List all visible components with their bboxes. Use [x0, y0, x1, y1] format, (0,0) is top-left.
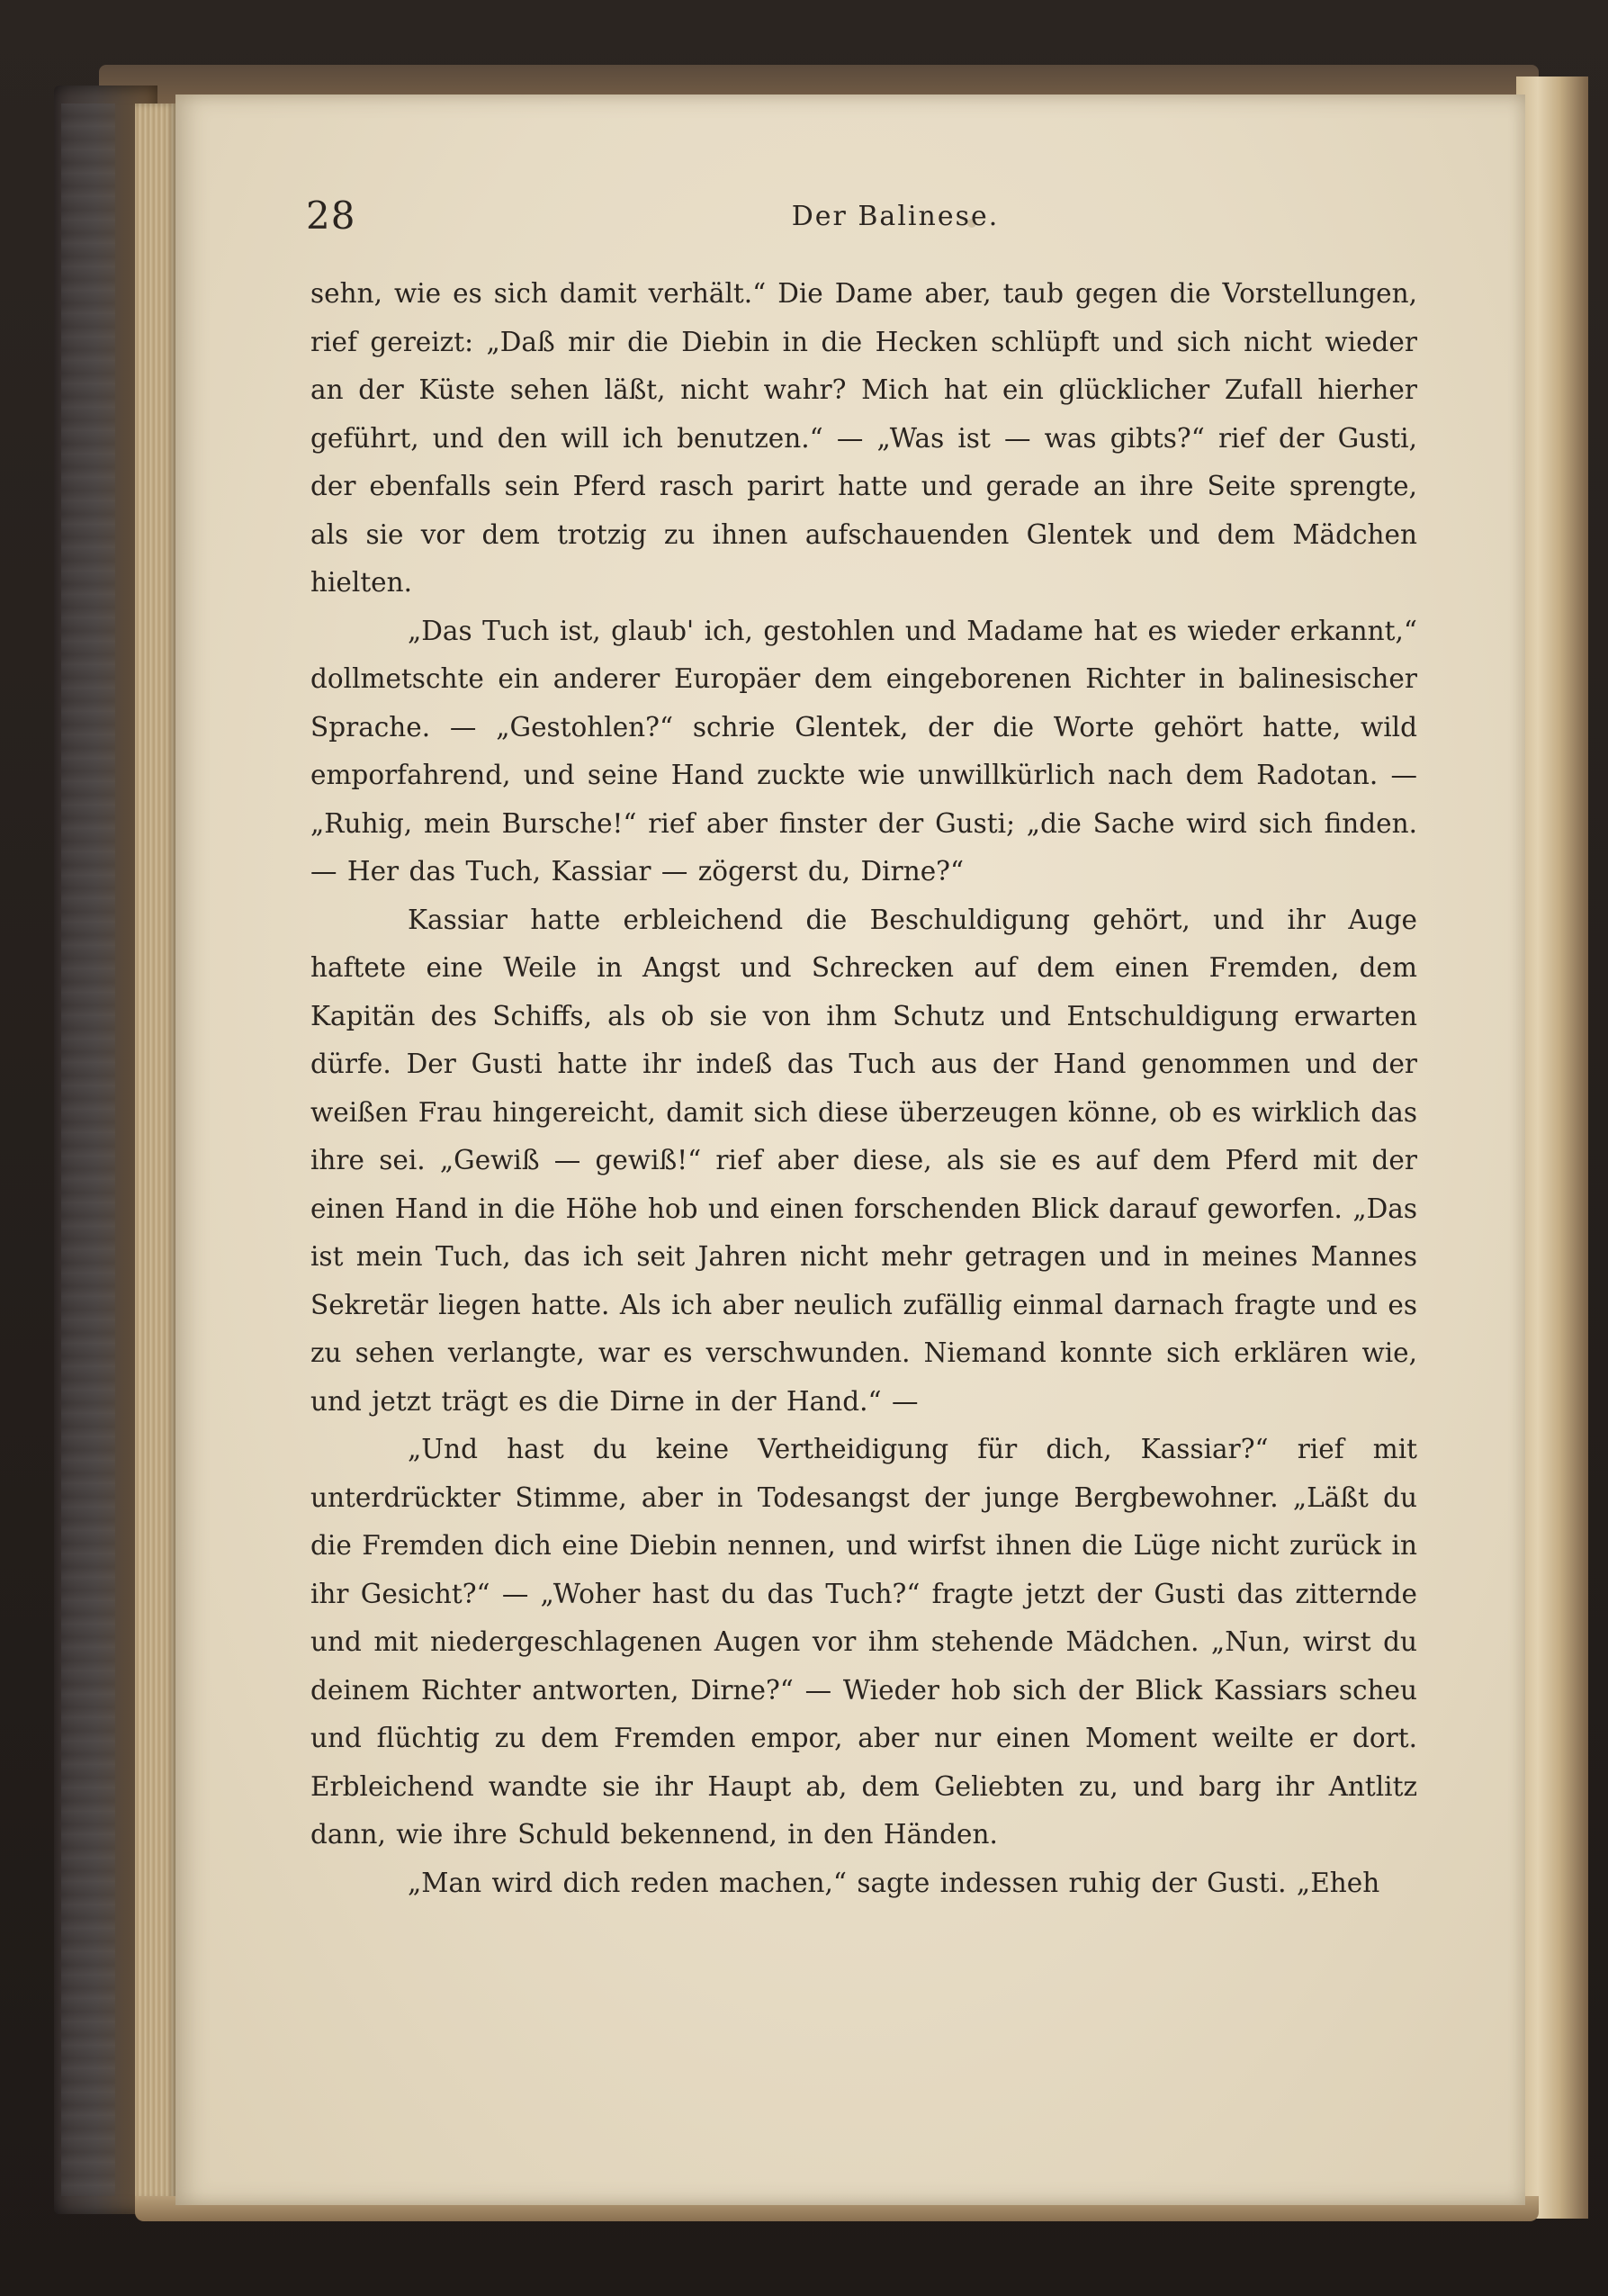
paragraph: Kassiar hatte erbleichend die Beschuldigung gehört, und ihr Auge haftete eine Weile in Angst und Schrecken auf dem einen Fremden, dem Kapitän des Schiffs, als ob sie von ihm Schutz und Entschuldigung erwarten dürfe. Der Gusti hatte ihr indeß das Tuch aus der Hand genommen und der weißen Frau hingereicht, damit sich diese überzeugen könne, ob es wirklich das ihre sei. „Gewiß — gewiß!“ rief aber diese, als sie es auf dem Pferd mit der einen Hand in die Höhe hob und einen forschenden Blick darauf geworfen. „Das ist mein Tuch, das ich seit Jahren nicht mehr getragen und in meines Mannes Sekretär liegen hatte. Als ich aber neulich zufällig einmal darnach fragte und es zu sehen verlangte, war es verschwunden. Niemand konnte sich erklären wie, und jetzt trägt es die Dirne in der Hand.“ — — [310, 904, 1417, 1417]
paragraph: sehn, wie es sich damit verhält.“ Die Dame aber, taub gegen die Vorstellungen, rief gereizt: „Daß mir die Diebin in die Hecken schlüpft und sich nicht wieder an der Küste sehen läßt, nicht wahr? Mich hat ein glücklicher Zufall hierher geführt, und den will ich benutzen.“ — „Was ist — was gibts?“ rief der Gusti, der ebenfalls sein Pferd rasch parirt hatte und gerade an ihre Seite sprengte, als sie vor dem trotzig zu ihnen aufschauenden Glentek und dem Mädchen hielten. — [310, 278, 1417, 598]
paragraph: „Und hast du keine Vertheidigung für dich, Kassiar?“ rief mit unterdrückter Stimme, aber in Todesangst der junge Bergbewohner. „Läßt du die Fremden dich eine Diebin nennen, und wirfst ihnen die Lüge nicht zurück in ihr Gesicht?“ — „Woher hast du das Tuch?“ fragte jetzt der Gusti das zitternde und mit niedergeschlagenen Augen vor ihm stehende Mädchen. „Nun, wirst du deinem Richter antworten, Dirne?“ — Wieder hob sich der Blick Kassiars scheu und flüchtig zu dem Fremden empor, aber nur einen Moment weilte er dort. Erbleichend wandte sie ihr Haupt ab, dem Geliebten zu, und barg ihr Antlitz dann, wie ihre Schuld bekennend, in den Händen. — [310, 1434, 1417, 1850]
body-text — [310, 270, 1417, 1907]
paragraph: „Man wird dich reden machen,“ sagte indessen ruhig der Gusti. „Eheh — [408, 1867, 1380, 1898]
page-edges-left — [135, 104, 175, 2201]
page-number: 28 — [306, 194, 356, 238]
book-cover-right — [1516, 77, 1588, 2219]
paragraph: „Das Tuch ist, glaub' ich, gestohlen und Madame hat es wieder erkannt,“ dollmetschte ein anderer Europäer dem eingeborenen Richter in balinesischer Sprache. — „Gestohlen?“ schrie Glentek, der die Worte gehört hatte, wild emporfahrend, und seine Hand zuckte wie unwillkürlich nach dem Radotan. — „Ruhig, mein Bursche!“ rief aber finster der Gusti; „die Sache wird sich finden. — Her das Tuch, Kassiar — zögerst du, Dirne?“ — [310, 615, 1417, 887]
page-header — [306, 194, 1413, 257]
running-title: Der Balinese. — [791, 201, 1000, 232]
book-page — [175, 95, 1525, 2205]
